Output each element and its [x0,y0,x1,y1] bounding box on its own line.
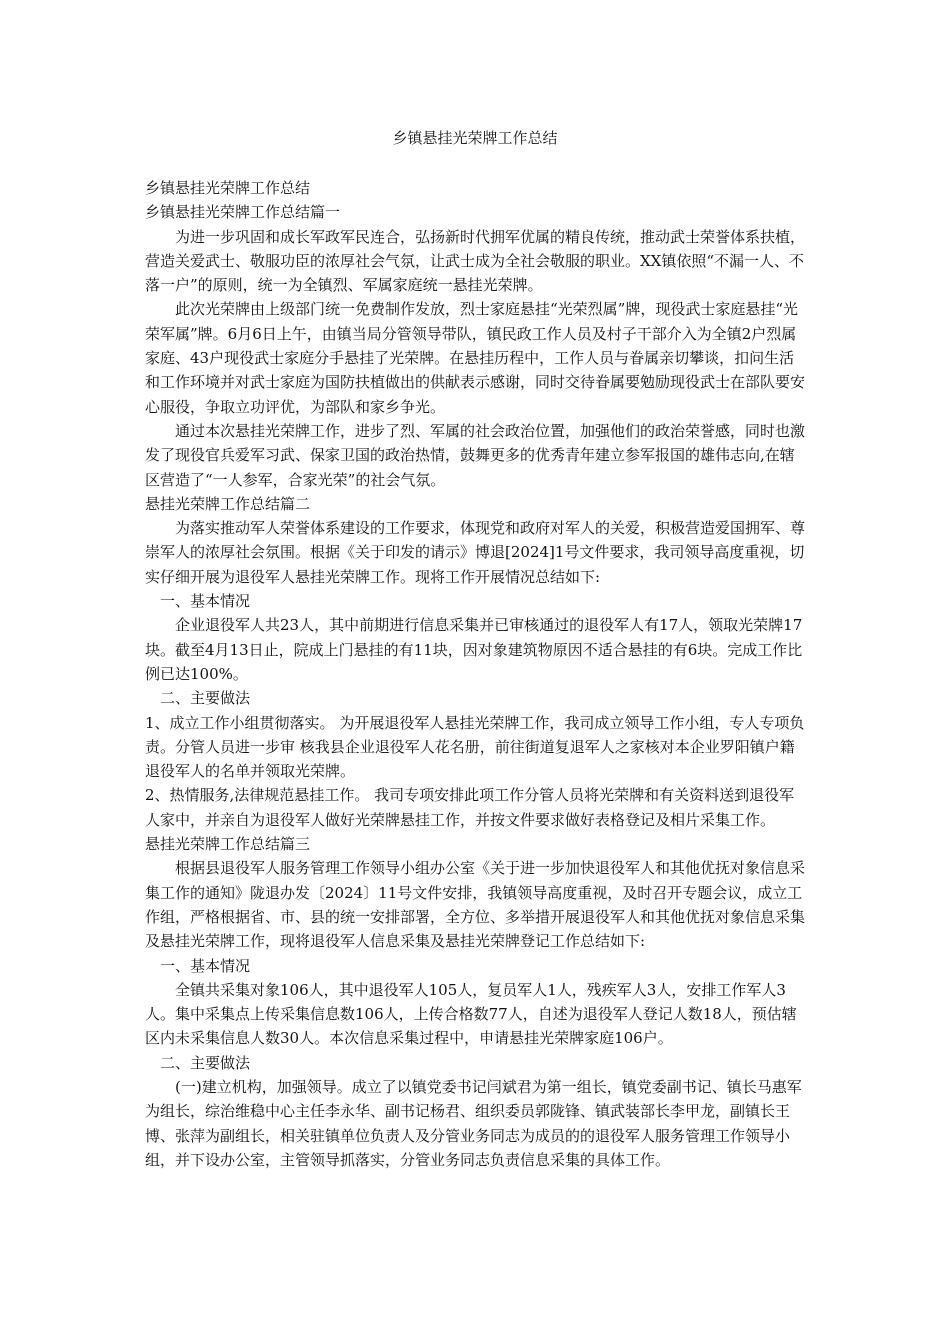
section-heading-1: 乡镇悬挂光荣牌工作总结篇一 [145,203,341,222]
subheading: 一、基本情况 [160,956,251,975]
paragraph: 为落实推动军人荣誉体系建设的工作要求，体现党和政府对军人的关爱，积极营造爱国拥军、尊崇军人的浓厚社会氛围。根据《关于印发的请示》博退[2024]1号文件要求，我司领导高度重视，切实仔细开展为退役军人悬挂光荣牌工作。现将工作开展情况总结如下: [145,519,806,586]
document-body [145,176,807,1172]
paragraph: 根据县退役军人服务管理工作领导小组办公室《关于进一步加快退役军人和其他优抚对象信息采集工作的通知》陇退办发〔2024〕11号文件安排，我镇领导高度重视，及时召开专题会议，成立工作组，严格根据省、市、县的统一安排部署，全方位、多举措开展退役军人和其他优抚对象信息采集及悬挂光荣牌工作，现将退役军人信息采集及悬挂光荣牌登记工作总结如下: [145,859,806,951]
paragraph: (一)建立机构，加强领导。成立了以镇党委书记闫斌君为第一组长，镇党委副书记、镇长马惠军为组长，综治维稳中心主任李永华、副书记杨君、组织委员郭陇锋、镇武装部长李甲龙，副镇长王博、张萍为副组长，相关驻镇单位负责人及分管业务同志为成员的的退役军人服务管理工作领导小组，并下设办公室，主管领导抓落实，分管业务同志负责信息采集的具体工作。 [145,1077,802,1169]
paragraph: 此次光荣牌由上级部门统一免费制作发放，烈士家庭悬挂“光荣烈属”牌，现役武士家庭悬挂“光荣军属”牌。6月6日上午，由镇当局分管领导带队，镇民政工作人员及村子干部介入为全镇2户烈属家庭、43户现役武士家庭分手悬挂了光荣牌。在悬挂历程中，工作人员与眷属亲切攀谈，扣问生活和工作环境并对武士家庭为国防扶植做出的供献表示感谢，同时交待眷属要勉励现役武士在部队要安心服役，争取立功评优，为部队和家乡争光。 [145,300,806,416]
subheading: 二、主要做法 [160,1053,251,1072]
subheading: 一、基本情况 [160,592,251,611]
body-heading: 乡镇悬挂光荣牌工作总结 [145,179,311,197]
paragraph: 为进一步巩固和成长军政军民连合，弘扬新时代拥军优属的精良传统，推动武士荣誉体系扶植，营造关爱武士、敬服功臣的浓厚社会气氛，让武士成为全社会敬服的职业。XX镇依照“不漏一人、不落一户”的原则，统一为全镇烈、军属家庭统一悬挂光荣牌。 [145,227,806,295]
section-heading-3: 悬挂光荣牌工作总结篇三 [145,835,311,854]
subheading: 二、主要做法 [160,689,251,708]
paragraph: 2、热情服务,法律规范悬挂工作。 我司专项安排此项工作分管人员将光荣牌和有关资料送到退役军人家中，并亲自为退役军人做好光荣牌悬挂工作，并按文件要求做好表格登记及相片采集工作。 [145,786,795,829]
paragraph: 全镇共采集对象106人，其中退役军人105人，复员军人1人，残疾军人3人，安排工作军人3人。集中采集点上传采集信息数106人，上传合格数77人，自述为退役军人登记人数18人，预估辖区内未采集信息人数30人。本次信息采集过程中，申请悬挂光荣牌家庭106户。 [145,980,797,1048]
section-heading-2: 悬挂光荣牌工作总结篇二 [145,494,311,513]
paragraph: 通过本次悬挂光荣牌工作，进步了烈、军属的社会政治位置，加强他们的政治荣誉感，同时也激发了现役官兵爱军习武、保家卫国的政治热情，鼓舞更多的优秀青年建立参军报国的雄伟志向,在辖区营造了“一人参军，合家光荣”的社会气氛。 [145,421,806,489]
paragraph: 企业退役军人共23人，其中前期进行信息采集并已审核通过的退役军人有17人，领取光荣牌17块。截至4月13日止，院成上门悬挂的有11块，因对象建筑物原因不适合悬挂的有6块。完成工作比例已达100%。 [145,616,803,683]
document-title: 乡镇悬挂光荣牌工作总结 [392,129,558,147]
paragraph: 1、成立工作小组贯彻落实。 为开展退役军人悬挂光荣牌工作，我司成立领导工作小组，专人专项负责。分管人员进一步审 核我县企业退役军人花名册，前往街道复退军人之家核对本企业罗阳镇户籍退役军人的名单并领取光荣牌。 [145,713,805,781]
